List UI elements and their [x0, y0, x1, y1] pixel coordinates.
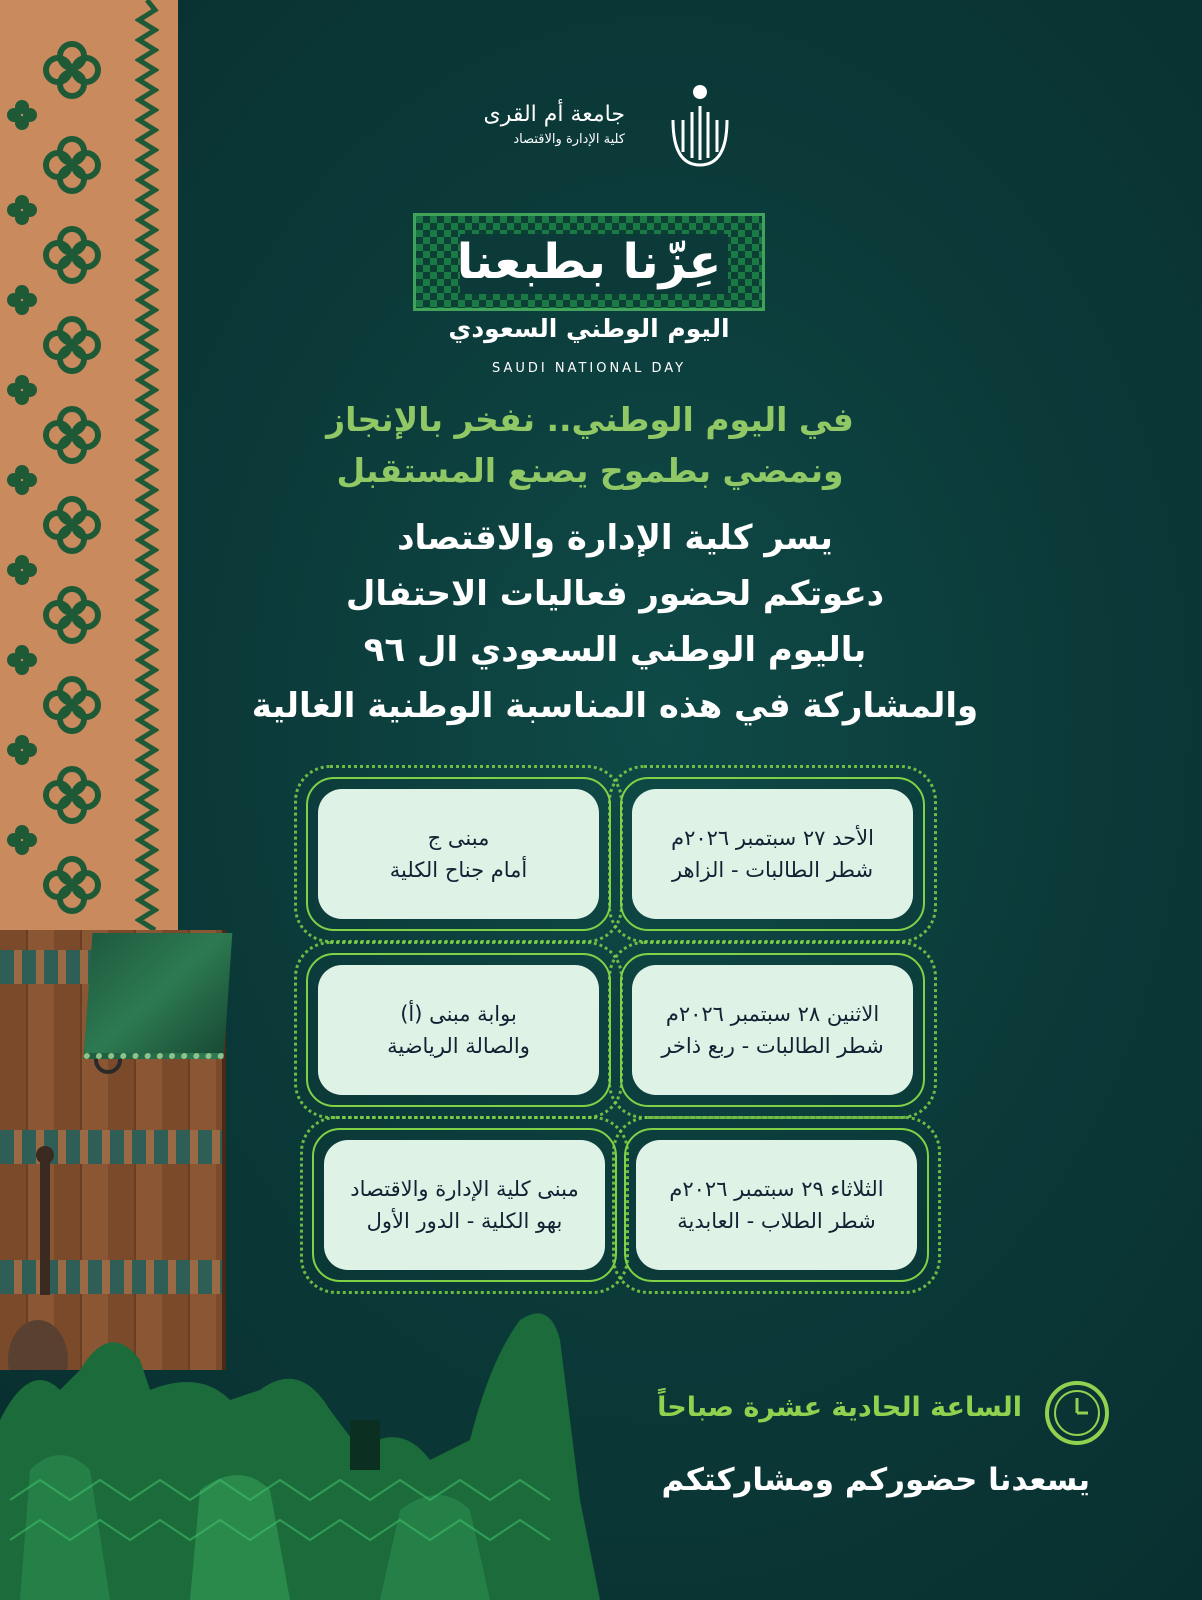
university-emblem-icon: [665, 80, 735, 170]
event-campus: شطر الطلاب - العابدية: [677, 1209, 876, 1233]
event-time: [640, 1380, 1110, 1450]
national-day-title-ar: اليوم الوطني السعودي: [448, 314, 730, 343]
event-place-detail: بهو الكلية - الدور الأول: [366, 1209, 563, 1233]
national-day-title-en: SAUDI NATIONAL DAY: [491, 361, 687, 376]
college-name: كلية الإدارة والاقتصاد: [513, 132, 625, 147]
event-date-card: [624, 1128, 929, 1282]
sadu-pattern-strip: [0, 0, 178, 935]
national-day-slogan: عِزّنا بطبعنا: [456, 234, 722, 290]
event-place: بوابة مبنى (أ): [400, 1002, 517, 1026]
invitation-line-3: باليوم الوطني السعودي ال ٩٦: [363, 630, 867, 670]
event-place-detail: أمام جناح الكلية: [389, 858, 528, 882]
event-time-label: الساعة الحادية عشرة صباحاً: [657, 1392, 1022, 1423]
event-location-card: [306, 777, 611, 931]
najdi-mud-buildings-illustration: [0, 1300, 640, 1600]
university-name: جامعة أم القرى: [483, 102, 625, 127]
invitation-line-2: دعوتكم لحضور فعاليات الاحتفال: [345, 574, 885, 614]
tagline-line-2: ونمضي بطموح يصنع المستقبل: [336, 451, 844, 490]
woven-blanket: [84, 933, 233, 1059]
event-date: الثلاثاء ٢٩ سبتمبر ٢٠٢٦م: [669, 1177, 884, 1201]
event-date: الأحد ٢٧ سبتمبر ٢٠٢٦م: [671, 826, 874, 850]
zigzag-border: [135, 0, 159, 935]
event-place: مبنى ج: [427, 826, 490, 850]
event-campus: شطر الطالبات - الزاهر: [671, 858, 874, 882]
tagline-line-1: في اليوم الوطني.. نفخر بالإنجاز: [326, 400, 854, 439]
event-date-card: [620, 777, 925, 931]
event-place-detail: والصالة الرياضية: [387, 1034, 530, 1058]
event-location-card: [312, 1128, 617, 1282]
event-date: الاثنين ٢٨ سبتمبر ٢٠٢٦م: [665, 1002, 880, 1026]
national-day-badge: [413, 213, 765, 311]
university-logo: [455, 80, 735, 170]
invitation-line-4: والمشاركة في هذه المناسبة الوطنية الغالية: [251, 686, 979, 726]
invitation-line-1: يسر كلية الإدارة والاقتصاد: [397, 518, 833, 558]
event-date-card: [620, 953, 925, 1107]
closing-message: يسعدنا حضوركم ومشاركتكم: [661, 1462, 1090, 1498]
clock-icon: [1044, 1380, 1110, 1446]
event-place: مبنى كلية الإدارة والاقتصاد: [350, 1177, 579, 1201]
event-campus: شطر الطالبات - ربع ذاخر: [661, 1034, 884, 1058]
event-location-card: [306, 953, 611, 1107]
